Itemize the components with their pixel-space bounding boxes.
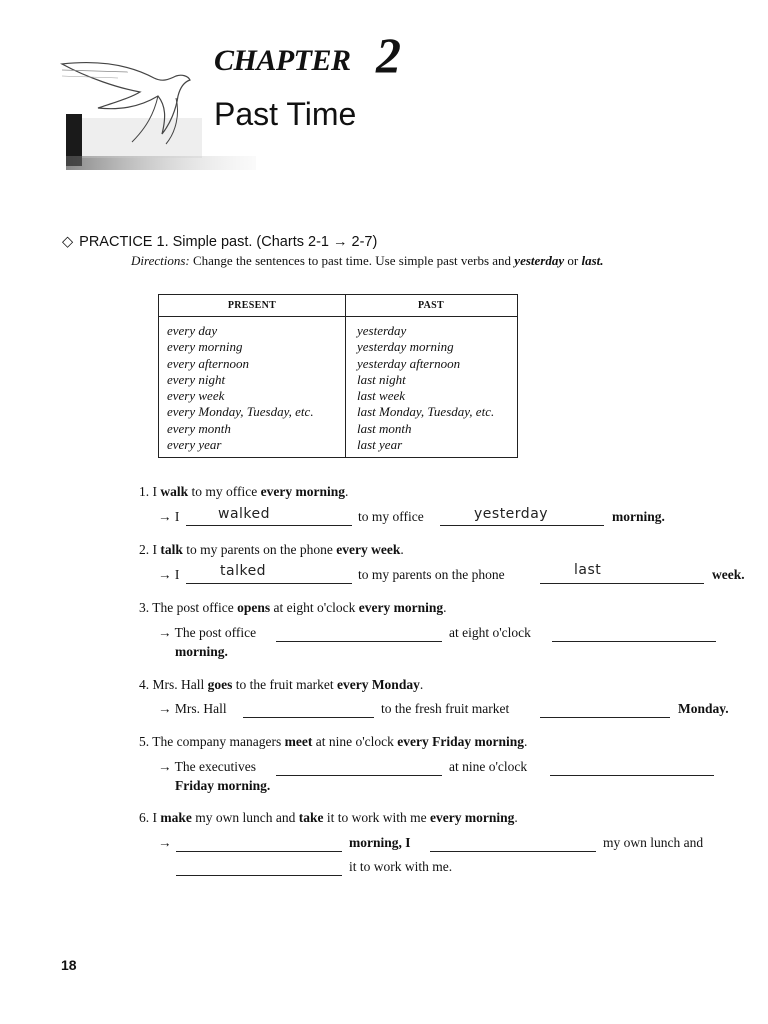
item-1-end: morning.: [612, 509, 665, 524]
page-number: 18: [61, 957, 77, 973]
item-4-mid: to the fresh fruit market: [381, 701, 510, 716]
item-3-mid: at eight o'clock: [449, 625, 531, 640]
item-5-mid: at nine o'clock: [449, 759, 528, 774]
table-cell: last month: [357, 420, 412, 436]
table-column-present: [167, 323, 314, 453]
directions-or: or: [567, 253, 579, 268]
item-6-end-2: it to work with me.: [349, 859, 453, 874]
table-divider: [345, 295, 346, 457]
table-cell: last week: [357, 388, 406, 404]
table-header-present: PRESENT: [159, 295, 345, 317]
item-6-prompt: 6. I make my own lunch and take it to work with me every morning.: [139, 810, 518, 825]
table-cell: every morning: [167, 339, 243, 355]
table-cell: last night: [357, 371, 406, 387]
chapter-title: Past Time: [214, 96, 357, 132]
directions-label: Directions:: [131, 253, 190, 268]
table-cell: every year: [167, 437, 222, 453]
table-cell: yesterday: [357, 323, 407, 338]
item-2-arrow: → I: [158, 567, 180, 582]
item-5-arrow: → The executives: [158, 759, 256, 774]
practice-heading: [62, 234, 377, 250]
item-5-blank-1[interactable]: [276, 757, 442, 776]
chapter-number: 2: [376, 27, 401, 83]
table-cell: last Monday, Tuesday, etc.: [357, 404, 495, 420]
item-4-blank-1[interactable]: [243, 699, 374, 718]
item-4-prompt: 4. Mrs. Hall goes to the fruit market every Monday.: [139, 677, 424, 692]
item-1-arrow: → I: [158, 509, 180, 524]
table-cell: every night: [167, 371, 226, 387]
directions: [131, 253, 604, 269]
item-3-blank-2[interactable]: [552, 623, 716, 642]
practice-label: PRACTICE 1. Simple past. (Charts 2-1 → 2-7): [79, 234, 378, 250]
table-cell: every week: [167, 388, 225, 404]
directions-text: Change the sentences to past time. Use simple past verbs and: [192, 253, 512, 268]
item-3-end: morning.: [175, 644, 228, 659]
item-2-answer-1: talked: [220, 563, 267, 579]
item-3-blank-1[interactable]: [276, 623, 442, 642]
item-2-prompt: 2. I talk to my parents on the phone every week.: [139, 542, 404, 557]
item-6-end: my own lunch and: [603, 835, 704, 850]
item-1-answer-1: walked: [218, 506, 271, 522]
table-cell: yesterday morning: [357, 339, 454, 355]
table-column-past: [357, 323, 494, 453]
table-cell: every day: [167, 323, 218, 338]
item-6-arrow: →: [158, 835, 172, 850]
item-3-prompt: 3. The post office opens at eight o'clock every morning.: [139, 600, 447, 615]
item-5-end: Friday morning.: [175, 778, 271, 793]
reference-table: [158, 294, 518, 458]
table-cell: yesterday afternoon: [357, 355, 461, 371]
item-4-arrow: → Mrs. Hall: [158, 701, 227, 716]
directions-word-yesterday: yesterday: [514, 253, 565, 268]
table-cell: every month: [167, 420, 231, 436]
item-1-mid: to my office: [358, 509, 424, 524]
item-1-answer-2: yesterday: [474, 506, 549, 522]
item-2-blank-2[interactable]: [540, 565, 704, 584]
item-1-prompt: 1. I walk to my office every morning.: [139, 484, 349, 499]
item-5-prompt: 5. The company managers meet at nine o'clock every Friday morning.: [139, 734, 528, 749]
item-2-mid: to my parents on the phone: [358, 567, 505, 582]
table-header-past: PAST: [345, 295, 517, 317]
table-cell: every Monday, Tuesday, etc.: [167, 404, 314, 420]
item-6-blank-3[interactable]: [176, 857, 342, 876]
item-4-blank-2[interactable]: [540, 699, 670, 718]
item-4-end: Monday.: [678, 701, 729, 716]
table-cell: last year: [357, 437, 403, 453]
directions-word-last: last.: [581, 253, 604, 268]
item-3-arrow: → The post office: [158, 625, 257, 640]
item-6-blank-2[interactable]: [430, 833, 596, 852]
item-2-blank-1[interactable]: [186, 565, 352, 584]
item-6-blank-1[interactable]: [176, 833, 342, 852]
table-cell: every afternoon: [167, 355, 249, 371]
item-2-end: week.: [712, 567, 745, 582]
item-6-mid: morning, I: [349, 835, 411, 850]
item-2-answer-2: last: [574, 562, 602, 578]
item-5-blank-2[interactable]: [550, 757, 714, 776]
chapter-label: CHAPTER: [214, 44, 351, 77]
diamond-icon: ◇: [62, 234, 74, 250]
